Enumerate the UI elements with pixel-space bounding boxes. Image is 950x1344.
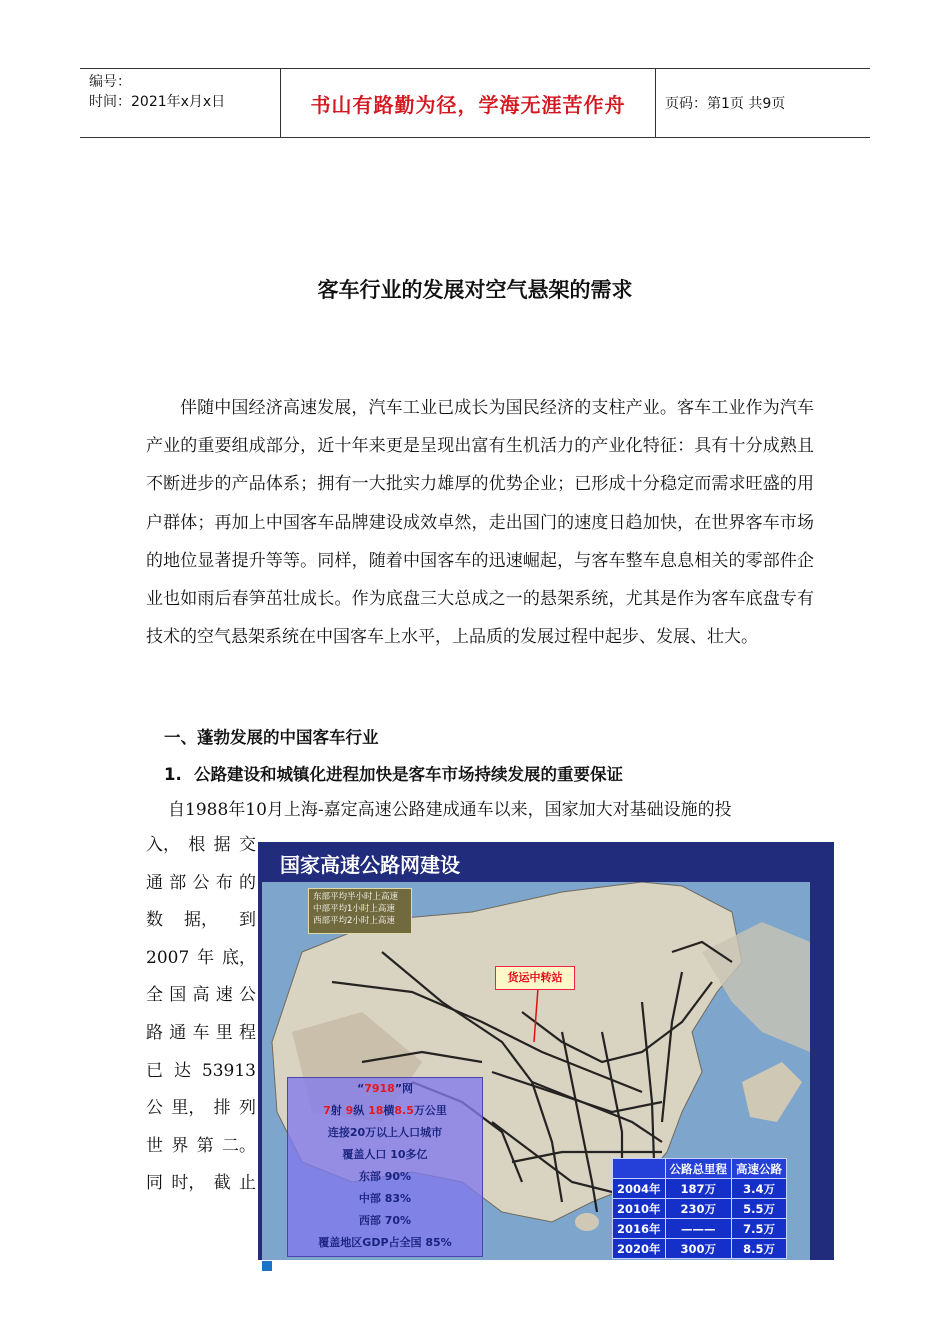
network-line: 中部 83%: [358, 1192, 412, 1205]
table-cell: 2010年: [613, 1199, 666, 1219]
freight-hub-callout: 货运中转站: [495, 966, 575, 990]
column-token: 据，: [184, 910, 218, 931]
column-token: 公: [239, 985, 256, 1006]
column-token: 交: [238, 835, 256, 855]
subsection-text: 公路建设和城镇化进程加快是客车市场持续发展的重要保证: [194, 765, 623, 784]
highway-network-figure: [258, 842, 834, 1272]
column-token: 入，: [146, 835, 180, 855]
network-suffix: ”网: [394, 1082, 414, 1095]
header-meta: [80, 69, 281, 137]
intro-line: 自1988年10月上海-嘉定高速公路建成通车以来，国家加大对基础设施的投: [168, 800, 732, 820]
table-cell: 2020年: [613, 1239, 666, 1259]
column-token: 世: [146, 1135, 163, 1156]
column-token: 车: [192, 1022, 210, 1043]
table-cell: 2016年: [613, 1219, 666, 1239]
figure-footer: [258, 1260, 834, 1272]
column-token: 通: [169, 1022, 187, 1043]
horizontal-label: 横: [383, 1104, 395, 1117]
column-token: 排: [213, 1098, 231, 1119]
column-token: 到: [239, 910, 256, 931]
column-token: 第: [196, 1135, 214, 1156]
network-line: 连接20万以上人口城市: [327, 1126, 443, 1139]
subsection-heading: [164, 761, 623, 785]
radial-label: 射: [330, 1104, 346, 1117]
table-cell: 3.4万: [732, 1179, 787, 1199]
table-cell: 300万: [665, 1239, 732, 1259]
total-length: 8.5: [394, 1104, 414, 1117]
table-cell: 230万: [665, 1199, 732, 1219]
column-token: 布: [215, 872, 233, 893]
horizontal-count: 18: [368, 1104, 384, 1117]
table-cell: 7.5万: [732, 1219, 787, 1239]
network-scale: [288, 1100, 482, 1122]
table-cell: 187万: [665, 1179, 732, 1199]
network-line: 覆盖人口 10多亿: [342, 1148, 428, 1161]
network-code: 7918: [364, 1082, 395, 1095]
figure-title: 国家高速公路网建设: [280, 853, 460, 877]
column-line: [146, 1058, 256, 1096]
legend-central: 中部平均1小时上高速: [313, 904, 395, 914]
column-token: 公: [146, 1098, 163, 1119]
column-token: 同: [146, 1173, 163, 1194]
vertical-count: 9: [345, 1104, 354, 1117]
network-name: [288, 1078, 482, 1100]
legend-west: 西部平均2小时上高速: [313, 916, 395, 926]
column-line: [146, 1133, 256, 1171]
table-header-cell: 公路总里程: [665, 1159, 732, 1179]
document-title: 客车行业的发展对空气悬架的需求: [317, 278, 633, 302]
table-header-cell: 高速公路: [732, 1159, 787, 1179]
quote-open: “: [356, 1082, 365, 1095]
table-header-row: [613, 1159, 787, 1179]
column-line: [146, 1170, 256, 1208]
column-token: 里: [215, 1022, 233, 1043]
body-paragraph: [146, 389, 814, 656]
column-token: 53913: [201, 1060, 256, 1081]
table-row: [613, 1199, 787, 1219]
vertical-label: 纵: [353, 1104, 369, 1117]
highway-stats-table: [612, 1158, 787, 1259]
column-token: 底，: [221, 947, 256, 968]
column-line: [146, 945, 256, 983]
document-header: [80, 68, 870, 138]
wrapped-text-column: [146, 832, 256, 1208]
column-line: [146, 832, 256, 870]
table-row: [613, 1239, 787, 1259]
column-token: 里，: [171, 1098, 206, 1119]
column-token: 数: [146, 910, 163, 931]
column-line: [146, 1095, 256, 1133]
table-row: [613, 1219, 787, 1239]
column-token: 高: [192, 985, 210, 1006]
column-token: 部: [169, 872, 187, 893]
table-cell: 5.5万: [732, 1199, 787, 1219]
column-token: 据: [213, 835, 231, 855]
table-cell: 2004年: [613, 1179, 666, 1199]
column-token: 的: [239, 872, 256, 893]
legend-east: 东部平均半小时上高速: [313, 892, 399, 902]
column-token: 速: [215, 985, 233, 1006]
column-token: 程: [239, 1022, 256, 1043]
header-motto: 书山有路勤为径，学海无涯苦作舟: [281, 69, 656, 137]
column-token: 时，: [171, 1173, 206, 1194]
column-token: 界: [171, 1135, 189, 1156]
column-token: 通: [146, 872, 163, 893]
column-token: 根: [188, 835, 206, 855]
subsection-number: 1.: [164, 765, 182, 784]
column-token: 达: [173, 1060, 191, 1081]
column-token: 路: [146, 1022, 163, 1043]
travel-time-legend: [308, 888, 412, 934]
logo-icon: [262, 1261, 272, 1271]
column-token: 止: [238, 1173, 256, 1194]
table-cell: 8.5万: [732, 1239, 787, 1259]
column-line: [146, 982, 256, 1020]
column-line: [146, 870, 256, 908]
column-line: [146, 1020, 256, 1058]
paragraph-text: 伴随中国经济高速发展，汽车工业已成长为国民经济的支柱产业。客车工业作为汽车产业的重要组成部分，近十年来更是呈现出富有生机活力的产业化特征：具有十分成熟且不断进步的产品体系；拥有一大批实力雄厚的优势企业；已形成十分稳定而需求旺盛的用户群体；再加上中国客车品牌建设成效卓然，走出国门的速度日趋加快，在世界客车市场的地位显著提升等等。同样，随着中国客车的迅速崛起，与客车整车息息相关的零部件企业也如雨后春笋茁壮成长。作为底盘三大总成之一的悬架系统，尤其是作为客车底盘专有技术的空气悬架系统在中国客车上水平，上品质的发展过程中起步、发展、壮大。: [146, 398, 814, 648]
radial-count: 7: [323, 1104, 331, 1117]
column-token: 国: [169, 985, 187, 1006]
network-line: 西部 70%: [358, 1214, 412, 1227]
column-token: 公: [192, 872, 210, 893]
length-unit: 万公里: [413, 1104, 447, 1117]
column-token: 年: [197, 947, 215, 968]
network-summary-box: [287, 1077, 483, 1257]
column-token: 截: [213, 1173, 231, 1194]
page-number: 页码：第1页 共9页: [665, 96, 786, 112]
column-token: 已: [146, 1060, 163, 1081]
column-token: 列: [238, 1098, 256, 1119]
column-token: 二。: [221, 1135, 256, 1156]
network-line: 覆盖地区GDP占全国 85%: [318, 1236, 452, 1249]
column-token: 2007: [146, 947, 190, 968]
table-cell: ———: [665, 1219, 732, 1239]
column-token: 全: [146, 985, 163, 1006]
section-heading: 一、蓬勃发展的中国客车行业: [164, 728, 379, 747]
time-label: 时间：2021年x月x日: [89, 94, 226, 110]
serial-label: 编号：: [89, 74, 131, 90]
network-line: 东部 90%: [358, 1170, 412, 1183]
table-header-cell: [613, 1159, 666, 1179]
column-line: [146, 907, 256, 945]
table-row: [613, 1179, 787, 1199]
